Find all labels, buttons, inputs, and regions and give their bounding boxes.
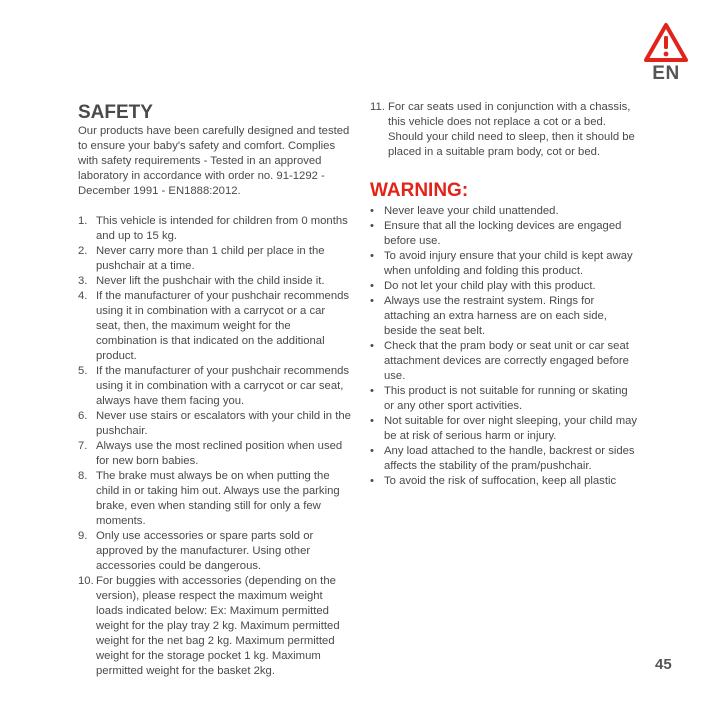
warning-item: • Check that the pram body or seat unit or car seat attachment devices are correctly engaged before use. — [370, 340, 629, 382]
right-column — [370, 100, 638, 489]
safety-item: 3. Never lift the pushchair with the child inside it. — [78, 275, 325, 287]
warning-item: • Do not let your child play with this product. — [370, 280, 596, 292]
warning-item: • Any load attached to the handle, backrest or sides affects the stability of the pram/pushchair. — [370, 445, 635, 472]
warning-triangle-icon — [643, 22, 689, 64]
safety-list-continued — [370, 100, 638, 160]
safety-list — [78, 214, 352, 679]
language-label: EN — [652, 63, 680, 84]
safety-item: 11. For car seats used in conjunction with a chassis, this vehicle does not replace a cot or a bed. Should your child need to sleep, then it should be placed in a suitable pram body, cot or bed. — [370, 101, 635, 158]
safety-item: 6. Never use stairs or escalators with your child in the pushchair. — [78, 410, 351, 437]
warning-item: • To avoid injury ensure that your child is kept away when unfolding and folding this product. — [370, 250, 633, 277]
safety-intro: Our products have been carefully designed and tested to ensure your baby's safety and comfort. Complies with safety requirements - Tested in an approved laboratory in accordance with order no. 91-1292 - December 1991 - EN1888:2012. — [78, 125, 350, 197]
safety-item: 1. This vehicle is intended for children from 0 months and up to 15 kg. — [78, 215, 348, 242]
warning-heading: WARNING: — [370, 180, 469, 201]
warning-list — [370, 204, 638, 489]
warning-item: • Not suitable for over night sleeping, your child may be at risk of serious harm or injury. — [370, 415, 638, 442]
safety-item: 5. If the manufacturer of your pushchair recommends using it in combination with a carrycot or car seat, always have them facing you. — [78, 365, 350, 407]
safety-item: 4. If the manufacturer of your pushchair recommends using it in combination with a carrycot or a car seat, then, the maximum weight for the combination is that indicated on the additional product. — [78, 290, 350, 362]
safety-item: 9. Only use accessories or spare parts sold or approved by the manufacturer. Using other accessories could be dangerous. — [78, 530, 314, 572]
safety-heading: SAFETY — [78, 102, 153, 123]
warning-item: • This product is not suitable for running or skating or any other sport activities. — [370, 385, 628, 412]
safety-item: 8. The brake must always be on when putting the child in or taking him out. Always use the parking brake, even when standing still for only a few moments. — [78, 470, 340, 527]
warning-item: • Always use the restraint system. Rings for attaching an extra harness are on each side, beside the seat belt. — [370, 295, 607, 337]
warning-item: • Ensure that all the locking devices are engaged before use. — [370, 220, 622, 247]
safety-item: 7. Always use the most reclined position when used for new born babies. — [78, 440, 343, 467]
warning-item: • Never leave your child unattended. — [370, 205, 559, 217]
safety-item: 2. Never carry more than 1 child per place in the pushchair at a time. — [78, 245, 325, 272]
left-column — [78, 102, 352, 679]
warning-item: • To avoid the risk of suffocation, keep all plastic — [370, 475, 617, 487]
safety-item: 10. For buggies with accessories (depending on the version), please respect the maximum weight loads indicated below: Ex: Maximum permitted weight for the play tray 2 kg. Maximum permitted weight for the net bag 2 kg. Maximum permitted weight for the storage pocket 1 kg. Maximum permitted weight for the basket 2kg. — [78, 575, 340, 677]
page-number: 45 — [655, 656, 672, 673]
